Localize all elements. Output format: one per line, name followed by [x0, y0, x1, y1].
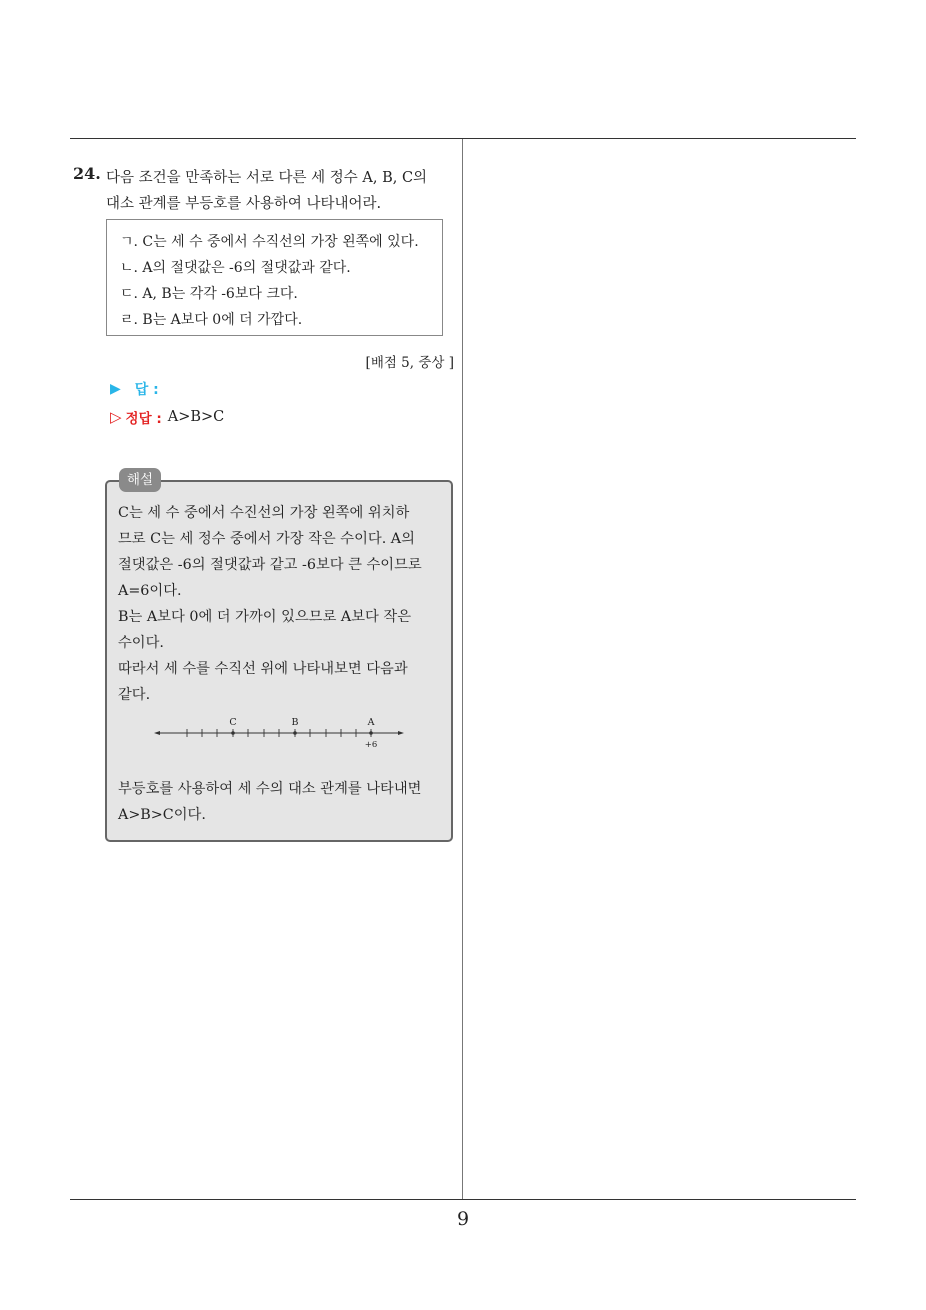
point-b [293, 731, 297, 735]
solution-line: A=6이다. [118, 583, 182, 599]
answer-row [110, 379, 159, 399]
solution-line: 므로 C는 세 정수 중에서 가장 작은 수이다. A의 [118, 531, 415, 547]
solution-line: B는 A보다 0에 더 가까이 있으므로 A보다 작은 [118, 609, 412, 625]
correct-answer-value: A>B>C [167, 409, 225, 425]
point-label-c: C [229, 717, 237, 728]
point-label-a: A [367, 717, 375, 728]
question-number: 24. [73, 164, 101, 183]
play-outline-icon: ▷ [110, 408, 122, 426]
conditions-box [106, 219, 443, 336]
point-label-b: B [291, 717, 299, 728]
point-a [369, 731, 373, 735]
correct-answer-row [110, 407, 224, 427]
solution-line: C는 세 수 중에서 수진선의 가장 왼쪽에 위치하 [118, 505, 410, 521]
condition-item: ㄱ. C는 세 수 중에서 수직선의 가장 왼쪽에 있다. [120, 234, 419, 250]
footer-rule [70, 1199, 856, 1200]
solution-line: 따라서 세 수를 수직선 위에 나타내보면 다음과 [118, 661, 408, 677]
tick-label: +6 [364, 740, 378, 750]
play-filled-icon: ▶ [110, 381, 121, 397]
solution-conclusion-line: 부등호를 사용하여 세 수의 대소 관계를 나타내면 [118, 781, 422, 797]
point-c [231, 731, 235, 735]
question-text-line-2: 대소 관계를 부등호를 사용하여 나타내어라. [106, 196, 382, 212]
solution-badge: 해설 [119, 468, 161, 492]
question-text-line-1: 다음 조건을 만족하는 서로 다른 세 정수 A, B, C의 [106, 170, 428, 186]
column-divider [462, 139, 463, 1200]
correct-answer-label: 정답 : [125, 411, 162, 427]
solution-line: 수이다. [118, 635, 164, 651]
solution-line: 절댓값은 -6의 절댓값과 같고 -6보다 큰 수이므로 [118, 557, 422, 573]
solution-line: 같다. [118, 687, 151, 703]
answer-label: 답 : [134, 382, 159, 398]
header-rule [70, 138, 856, 139]
solution-conclusion-line: A>B>C이다. [118, 807, 206, 823]
page-number: 9 [456, 1208, 470, 1230]
condition-item: ㄷ. A, B는 각각 -6보다 크다. [120, 286, 298, 302]
condition-item: ㄴ. A의 절댓값은 -6의 절댓값과 같다. [120, 260, 351, 276]
number-line [150, 712, 410, 752]
score-tag: [배점 5, 중상 ] [365, 355, 454, 371]
condition-item: ㄹ. B는 A보다 0에 더 가깝다. [120, 312, 303, 328]
